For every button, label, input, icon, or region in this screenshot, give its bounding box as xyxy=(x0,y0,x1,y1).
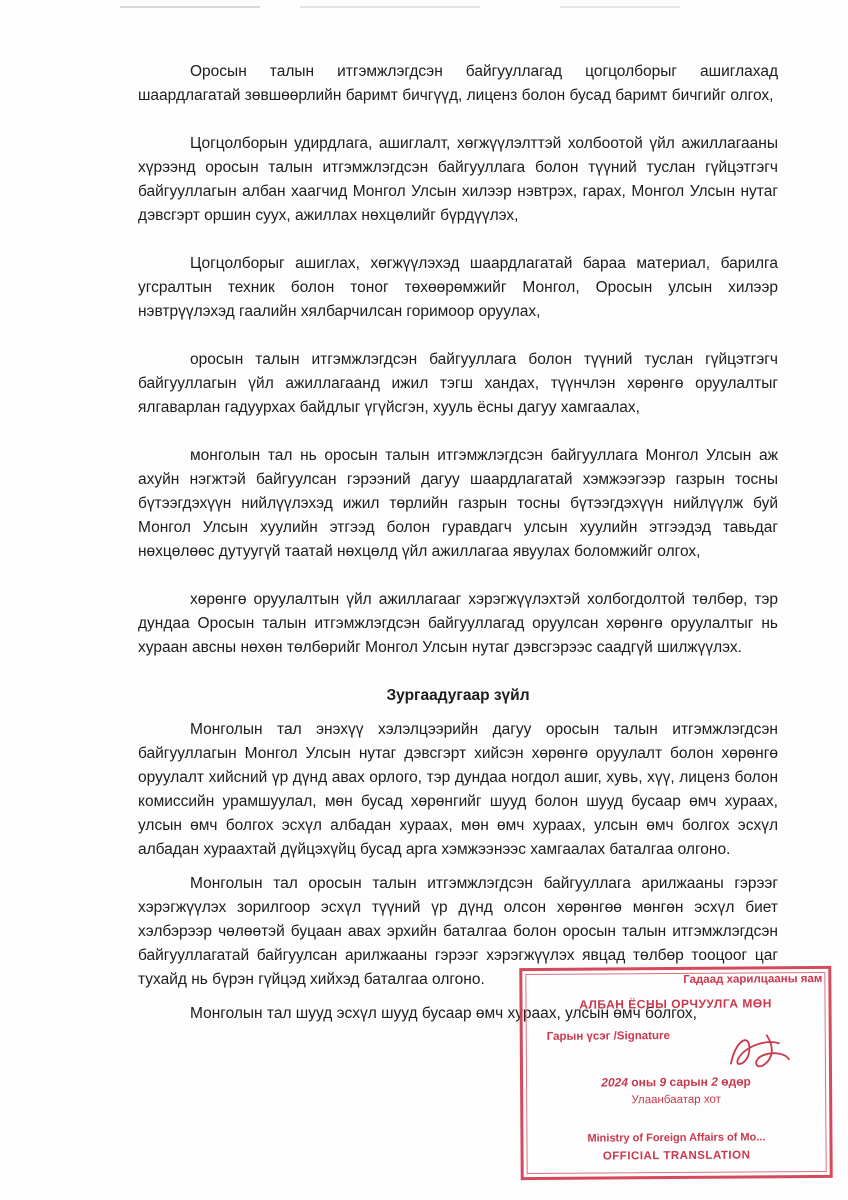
paragraph-3: Цогцолборыг ашиглах, хөгжүүлэхэд шаардлагатай бараа материал, барилга угсралтын техник болон тоног төхөөрөмжийг Монгол, Оросын улсын хилээр нэвтрүүлэхэд гаалийн хялбарчилсан горимоор оруулах, xyxy=(138,255,778,320)
paragraph-7: Монголын тал энэхүү хэлэлцээрийн дагуу оросын талын итгэмжлэгдсэн байгууллагын Монгол Улсын нутаг дэвсгэрт хийсэн хөрөнгө оруулалт болон хөрөнгө оруулалт хийсний үр дүнд авах орлого, тэр дундаа ногдол ашиг, хувь, хүү, лиценз болон комиссийн урамшуулал, мөн бусад хөрөнгийг шууд болон шууд бусаар өмч хураах, улсын өмч болгох эсхүл албадан хураах, мөн өмч хураах, улсын өмч болгох эсхүл албадан хураахтай дүйцэхүйц бусад арга хэмжээнээс хамгаалах баталгаа олгоно. xyxy=(138,721,778,858)
stamp-date-year-suffix: оны xyxy=(631,1075,657,1090)
stamp-date-month: 9 xyxy=(659,1075,667,1090)
stamp-ministry-mn: Гадаад харилцааны яам xyxy=(683,972,823,986)
stamp-date-month-suffix: сарын xyxy=(669,1074,708,1090)
stamp-signature-label: Гарын үсэг /Signature xyxy=(546,1030,670,1043)
scan-artifact xyxy=(120,6,260,8)
paragraph-2: Цогцолборын удирдлага, ашиглалт, хөгжүүлэлттэй холбоотой үйл ажиллагааны хүрээнд оросын талын итгэмжлэгдсэн байгууллага болон түүний туслан гүйцэтгэгч байгууллагын албан хаагчид Монгол Улсын хилээр нэвтрэх, гарах, Монгол Улсын нутаг дэвсгэрт оршин суух, ажиллах нөхцөлийг бүрдүүлэх, xyxy=(138,135,778,224)
signature-icon xyxy=(723,1029,793,1073)
stamp-date-year: 2024 xyxy=(601,1075,629,1090)
document-body xyxy=(138,60,778,1026)
stamp-date-day: 2 xyxy=(711,1074,718,1089)
paragraph-4: оросын талын итгэмжлэгдсэн байгууллага болон түүний туслан гүйцэтгэгч байгууллагын үйл ажиллагаанд ижил тэгш хандах, түүнчлэн хөрөнгө оруулалтыг ялгаварлан гадуурхах байдлыг үгүйсгэн, хууль ёсны дагуу хамгаалах, xyxy=(138,351,778,416)
paragraph-5: монголын тал нь оросын талын итгэмжлэгдсэн байгууллага Монгол Улсын аж ахуйн нэгжтэй байгуулсан гэрээний дагуу шаардлагатай хэмжээгээр газрын тосны бүтээгдэхүүн нийлүүлэхэд ижил төрлийн газрын тосны бүтээгдэхүүн нийлүүлж буй Монгол Улсын хуулийн этгээд болон гуравдагч улсын хуулийн этгээдэд тавьдаг нөхцөлөөс дутуугүй таатай нөхцөлд үйл ажиллагаа явуулах боломжийг олгох, xyxy=(138,447,778,560)
stamp-official-translation: OFFICIAL TRANSLATION xyxy=(602,1149,751,1163)
scan-artifact xyxy=(560,6,680,8)
stamp-city: Улаанбаатар хот xyxy=(631,1093,721,1107)
scan-artifact xyxy=(300,6,480,8)
stamp-date xyxy=(523,1074,829,1090)
official-translation-stamp xyxy=(519,966,832,1180)
paragraph-8: Монголын тал оросын талын итгэмжлэгдсэн байгууллага арилжааны гэрээг хэрэгжүүлэх зорилгоор эсхүл түүний үр дүнд олсон хөрөнгөө мөнгөн эсхүл биет хэлбэрээр чөлөөтэй буцаан авах эрхийн баталгаа болон оросын талын итгэмжлэгдсэн байгууллагатай байгуулсан арилжааны гэрээг хэрэгжүүлэх явцад төлбөр тооцоог цаг тухайд нь бүрэн гүйцэд хийхэд баталгаа олгоно. xyxy=(138,875,778,988)
paragraph-9: Монголын тал шууд эсхүл шууд бусаар өмч хураах, улсын өмч болгох, xyxy=(190,1005,697,1022)
paragraph-1: Оросын талын итгэмжлэгдсэн байгууллагад цогцолборыг ашиглахад шаардлагатай зөвшөөрлийн баримт бичгүүд, лиценз болон бусад баримт бичгийг олгох, xyxy=(138,63,778,104)
article-heading: Зургаадугаар зүйл xyxy=(386,687,530,704)
stamp-ministry-en: Ministry of Foreign Affairs of Mo... xyxy=(587,1131,766,1145)
paragraph-6: хөрөнгө оруулалтын үйл ажиллагааг хэрэгжүүлэхтэй холбогдолтой төлбөр, тэр дундаа Оросын талын итгэмжлэгдсэн байгууллагад оруулсан хөрөнгө оруулалтыг нь хураан авсны нөхөн төлбөрийг Монгол Улсын нутаг дэвсгэрээс саадгүй шилжүүлэх. xyxy=(138,591,778,656)
stamp-title: АЛБАН ЁСНЫ ОРЧУУЛГА МӨН xyxy=(579,996,772,1012)
stamp-date-day-suffix: өдөр xyxy=(721,1074,751,1089)
